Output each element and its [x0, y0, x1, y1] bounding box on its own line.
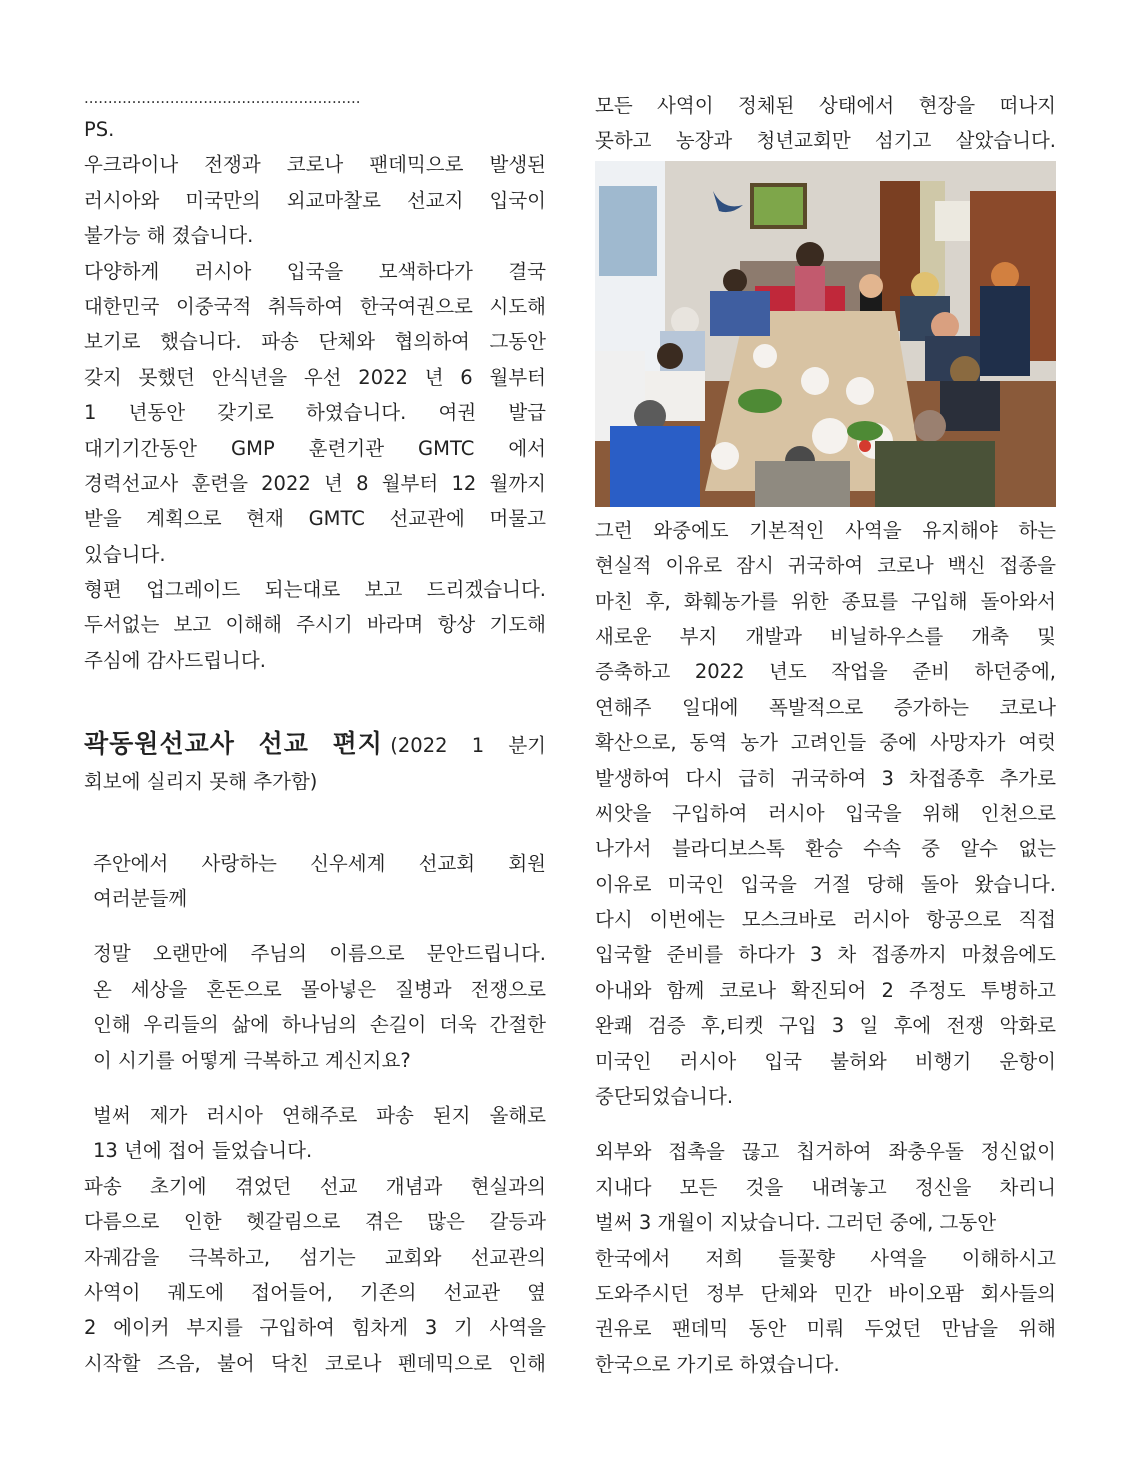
ps-paragraph-1	[84, 147, 546, 253]
text-line: 모든 사역이 정체된 상태에서 현장을 떠나지	[595, 94, 1056, 117]
text-line: 중단되었습니다.	[595, 1085, 734, 1109]
text-line: 벌써 제가 러시아 연해주로 파송 된지 올해로	[93, 1103, 546, 1127]
ps-paragraph-2	[84, 254, 546, 573]
text-line: 한국에서 저희 들꽃향 사역을 이해하시고	[595, 1246, 1056, 1270]
paragraph-5	[595, 1134, 1056, 1382]
text-line: 이 시기를 어떻게 극복하고 계신지요?	[93, 1048, 411, 1072]
text-line: 지내다 모든 것을 내려놓고 정신을 차리니	[595, 1175, 1056, 1199]
text-line: 파송 초기에 겪었던 선교 개념과 현실과의	[84, 1174, 546, 1198]
text-line: 대기기간동안 GMP 훈련기관 GMTC 에서	[84, 436, 546, 460]
text-line: 마친 후, 화훼농가를 위한 종묘를 구입해 돌아와서	[595, 589, 1056, 613]
text-line: 여러분들께	[93, 887, 188, 911]
text-line: 도와주시던 정부 단체와 민간 바이오팜 회사들의	[595, 1281, 1056, 1305]
text-line: 주심에 감사드립니다.	[84, 648, 266, 672]
text-line: 못하고 농장과 청년교회만 섬기고 살았습니다.	[595, 129, 1056, 153]
text-line: 다시 이번에는 모스크바로 러시아 항공으로 직접	[595, 908, 1056, 932]
text-line: 불가능 해 졌습니다.	[84, 224, 254, 248]
text-line: 대한민국 이중국적 취득하여 한국여권으로 시도해	[84, 294, 546, 318]
letter-subtitle: (2022 1 분기	[390, 734, 546, 758]
text-line: 확산으로, 동역 농가 고려인들 중에 사망자가 여럿	[595, 731, 1056, 755]
ps-paragraph-3	[84, 572, 546, 678]
group-meal-photo	[595, 161, 1056, 507]
text-line: 아내와 함께 코로나 확진되어 2 주정도 투병하고	[595, 978, 1056, 1002]
paragraph-continued	[595, 88, 1056, 159]
text-line: 인해 우리들의 삶에 하나님의 손길이 더욱 간절한	[93, 1013, 546, 1037]
paragraph-2	[84, 1098, 546, 1169]
text-line: 정말 오랜만에 주님의 이름으로 문안드립니다.	[93, 942, 546, 966]
separator-dots: ..........................................................	[84, 89, 361, 107]
text-line: 미국인 러시아 입국 불허와 비행기 운항이	[595, 1049, 1056, 1073]
text-line: 입국할 준비를 하다가 3 차 접종까지 마쳤음에도	[595, 943, 1056, 967]
text-line: 그런 와중에도 기본적인 사역을 유지해야 하는	[595, 518, 1056, 542]
text-line: 형편 업그레이드 되는대로 보고 드리겠습니다.	[84, 578, 546, 602]
right-column	[595, 88, 1056, 1382]
text-line: 받을 계획으로 현재 GMTC 선교관에 머물고	[84, 507, 546, 531]
text-line: 완쾌 검증 후,티켓 구입 3 일 후에 전쟁 악화로	[595, 1014, 1056, 1038]
text-line: 현실적 이유로 잠시 귀국하여 코로나 백신 접종을	[595, 554, 1056, 578]
text-line: 2 에이커 부지를 구입하여 힘차게 3 기 사역을	[84, 1316, 546, 1340]
text-line: 보기로 했습니다. 파송 단체와 협의하여 그동안	[84, 330, 546, 354]
letter-title: 곽동원선교사 선교 편지	[84, 729, 383, 759]
text-line: 시작할 즈음, 불어 닥친 코로나 펜데믹으로 인해	[84, 1351, 546, 1375]
greeting	[84, 846, 546, 917]
paragraph-3	[84, 1169, 546, 1381]
text-line: 발생하여 다시 급히 귀국하여 3 차접종후 추가로	[595, 766, 1056, 790]
text-line: 13 년에 접어 들었습니다.	[93, 1139, 313, 1163]
text-line: 두서없는 보고 이해해 주시기 바라며 항상 기도해	[84, 613, 546, 637]
text-line: 다름으로 인한 헷갈림으로 겪은 많은 갈등과	[84, 1210, 546, 1234]
text-line: 씨앗을 구입하여 러시아 입국을 위해 인천으로	[595, 801, 1056, 825]
text-line: 러시아와 미국만의 외교마찰로 선교지 입국이	[84, 188, 546, 212]
text-line: 갖지 못했던 안식년을 우선 2022 년 6 월부터	[84, 365, 546, 389]
text-line: 벌써 3 개월이 지났습니다. 그러던 중에, 그동안	[595, 1211, 997, 1235]
letter-subtitle-cont: 회보에 실리지 못해 추가함)	[84, 770, 318, 794]
paragraph-4	[595, 513, 1056, 1115]
text-line: 증축하고 2022 년도 작업을 준비 하던중에,	[595, 660, 1056, 684]
text-line: 1 년동안 갖기로 하였습니다. 여권 발급	[84, 401, 546, 425]
text-line: 다양하게 러시아 입국을 모색하다가 결국	[84, 259, 546, 283]
paragraph-1	[84, 936, 546, 1078]
ps-label: PS.	[84, 118, 115, 141]
text-line: 자궤감을 극복하고, 섬기는 교회와 선교관의	[84, 1245, 546, 1269]
text-line: 우크라이나 전쟁과 코로나 팬데믹으로 발생된	[84, 153, 546, 177]
text-line: 새로운 부지 개발과 비닐하우스를 개축 및	[595, 624, 1056, 648]
text-line: 주안에서 사랑하는 신우세계 선교회 회원	[93, 851, 546, 875]
text-line: 이유로 미국인 입국을 거절 당해 돌아 왔습니다.	[595, 872, 1056, 896]
text-line: 한국으로 가기로 하였습니다.	[595, 1352, 840, 1376]
text-line: 연해주 일대에 폭발적으로 증가하는 코로나	[595, 695, 1056, 719]
left-column	[84, 88, 546, 1381]
text-line: 있습니다.	[84, 542, 166, 566]
text-line: 나가서 블라디보스톡 환승 수속 중 알수 없는	[595, 837, 1056, 861]
text-line: 온 세상을 혼돈으로 몰아넣은 질병과 전쟁으로	[93, 977, 546, 1001]
letter-heading	[84, 724, 546, 799]
text-line: 권유로 팬데믹 동안 미뤄 두었던 만남을 위해	[595, 1317, 1056, 1341]
text-line: 사역이 궤도에 접어들어, 기존의 선교관 옆	[84, 1280, 546, 1304]
text-line: 외부와 접촉을 끊고 칩거하여 좌충우돌 정신없이	[595, 1140, 1056, 1164]
text-line: 경력선교사 훈련을 2022 년 8 월부터 12 월까지	[84, 471, 546, 495]
